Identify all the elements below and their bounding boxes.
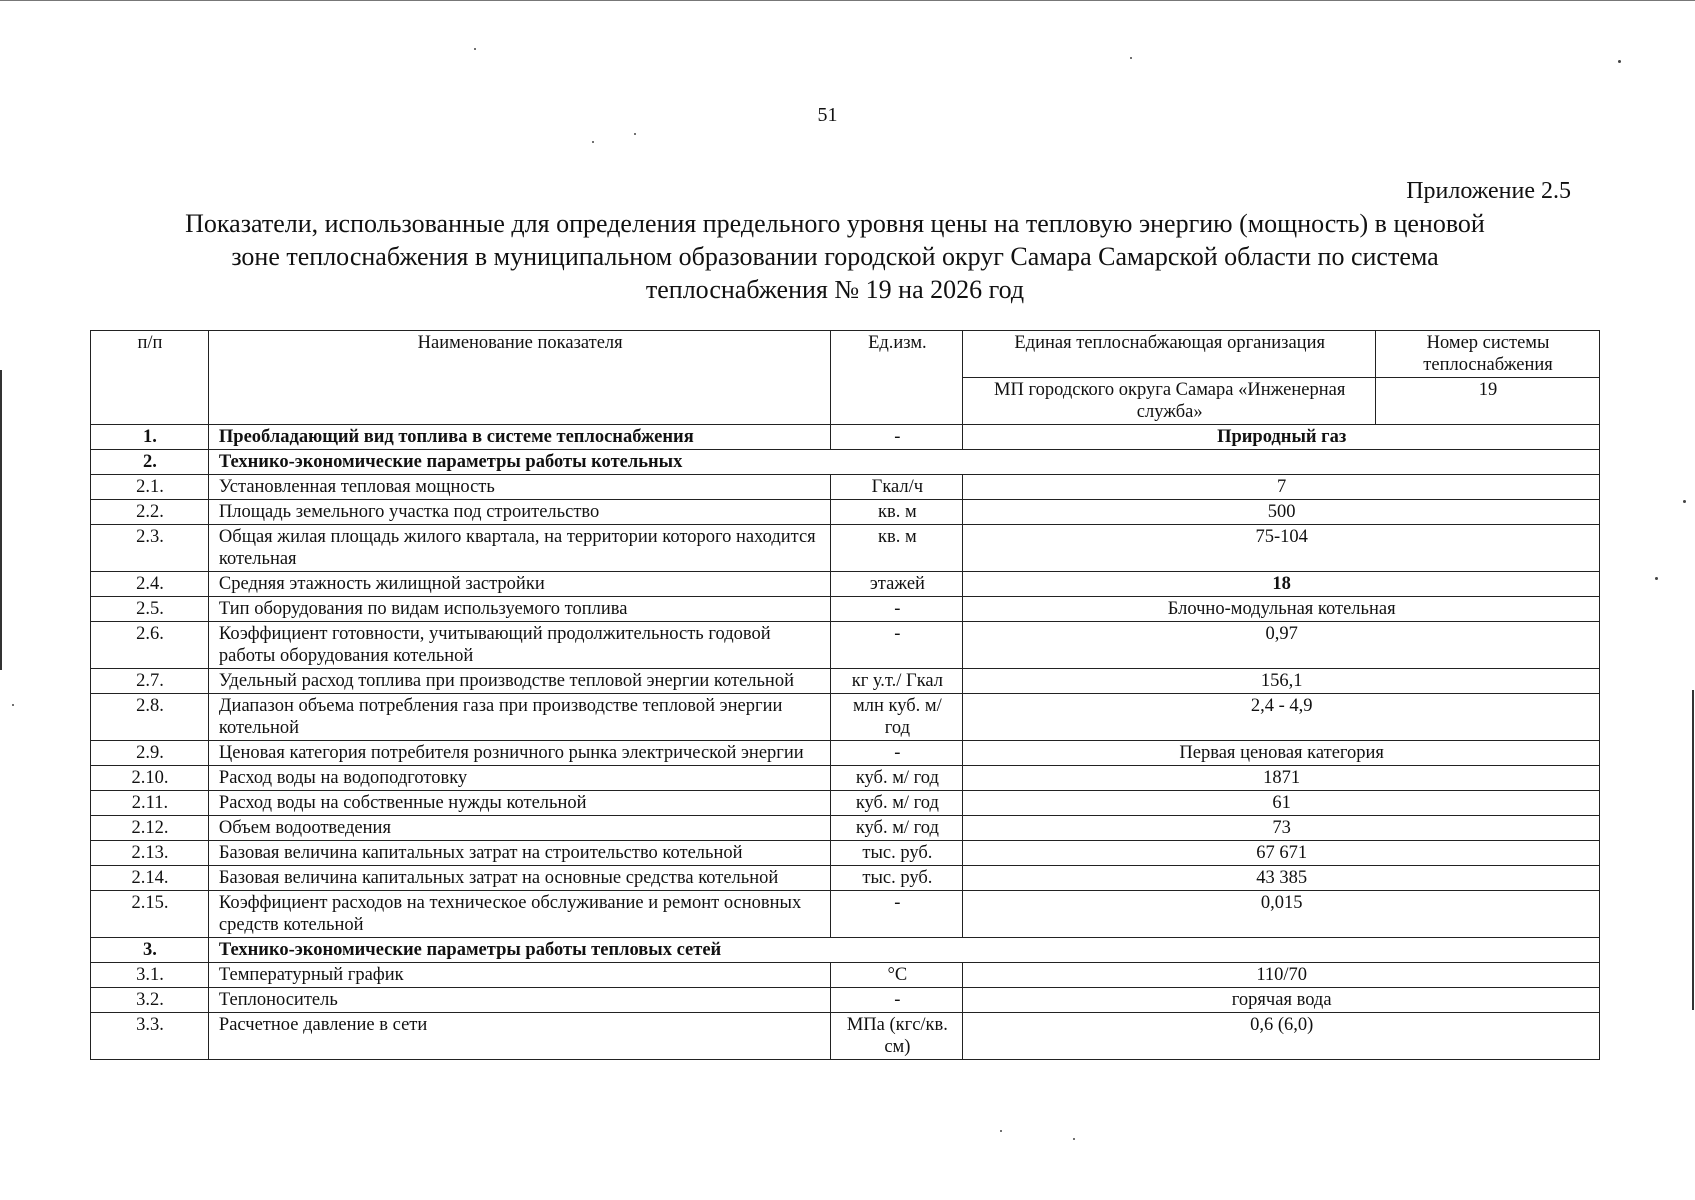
table-row: [91, 816, 1600, 841]
indicator-value: 500: [963, 500, 1600, 525]
table-row: [91, 1013, 1600, 1060]
indicator-unit: -: [831, 988, 963, 1013]
row-number: 2.8.: [91, 694, 209, 741]
row-number: 2.6.: [91, 622, 209, 669]
indicator-name: Установленная тепловая мощность: [208, 475, 830, 500]
system-number: 19: [1376, 378, 1600, 425]
row-number: 2.3.: [91, 525, 209, 572]
table-row: [91, 425, 1600, 450]
top-rule: [0, 0, 1695, 1]
row-number: 2.7.: [91, 669, 209, 694]
indicator-value: 0,97: [963, 622, 1600, 669]
indicator-unit: -: [831, 891, 963, 938]
indicator-name: Расход воды на водоподготовку: [208, 766, 830, 791]
table-row: [91, 988, 1600, 1013]
indicator-unit: тыс. руб.: [831, 866, 963, 891]
table-row: [91, 841, 1600, 866]
row-number: 2.9.: [91, 741, 209, 766]
indicator-value: 43 385: [963, 866, 1600, 891]
scan-speck: [12, 704, 14, 706]
indicator-value: 7: [963, 475, 1600, 500]
indicator-value: 75-104: [963, 525, 1600, 572]
scan-speck: [1618, 60, 1621, 63]
header-org: Единая теплоснабжающая организация: [963, 331, 1376, 378]
row-number: 3.: [91, 938, 209, 963]
indicator-name: Удельный расход топлива при производстве тепловой энергии котельной: [208, 669, 830, 694]
indicators-table: [90, 330, 1600, 1060]
indicator-unit: -: [831, 741, 963, 766]
appendix-label: Приложение 2.5: [1406, 178, 1571, 204]
title-line-2: зоне теплоснабжения в муниципальном образовании городской округ Самара Самарской области по система: [231, 242, 1439, 271]
indicator-value: 2,4 - 4,9: [963, 694, 1600, 741]
document-title: [90, 207, 1580, 306]
indicator-unit: кг у.т./ Гкал: [831, 669, 963, 694]
indicator-name: Общая жилая площадь жилого квартала, на территории которого находится котельная: [208, 525, 830, 572]
row-number: 3.2.: [91, 988, 209, 1013]
table-row: [91, 475, 1600, 500]
row-number: 2.2.: [91, 500, 209, 525]
row-number: 2.4.: [91, 572, 209, 597]
indicator-name: Ценовая категория потребителя розничного рынка электрической энергии: [208, 741, 830, 766]
header-system: Номер системы теплоснабжения: [1376, 331, 1600, 378]
scan-speck: [1130, 57, 1132, 59]
indicator-value: 61: [963, 791, 1600, 816]
indicator-name: Базовая величина капитальных затрат на строительство котельной: [208, 841, 830, 866]
table-row: [91, 669, 1600, 694]
indicator-name: Коэффициент расходов на техническое обслуживание и ремонт основных средств котельной: [208, 891, 830, 938]
indicator-name: Температурный график: [208, 963, 830, 988]
table-row: [91, 597, 1600, 622]
indicator-unit: °С: [831, 963, 963, 988]
indicator-value: 67 671: [963, 841, 1600, 866]
indicator-value: 156,1: [963, 669, 1600, 694]
table-row: [91, 694, 1600, 741]
title-line-3: теплоснабжения № 19 на 2026 год: [645, 275, 1025, 304]
row-number: 3.1.: [91, 963, 209, 988]
indicator-unit: МПа (кгс/кв. см): [831, 1013, 963, 1060]
row-number: 2.14.: [91, 866, 209, 891]
row-number: 2.10.: [91, 766, 209, 791]
table-row: [91, 572, 1600, 597]
indicator-unit: Гкал/ч: [831, 475, 963, 500]
scan-speck: [1655, 577, 1658, 580]
row-number: 2.5.: [91, 597, 209, 622]
indicator-unit: куб. м/ год: [831, 816, 963, 841]
table-row: [91, 963, 1600, 988]
indicator-value: 0,015: [963, 891, 1600, 938]
indicator-value: Первая ценовая категория: [963, 741, 1600, 766]
indicator-unit: куб. м/ год: [831, 766, 963, 791]
indicator-unit: куб. м/ год: [831, 791, 963, 816]
row-number: 2.11.: [91, 791, 209, 816]
title-line-1: Показатели, использованные для определения предельного уровня цены на тепловую энергию (мощность) в ценовой: [185, 209, 1485, 238]
indicator-name: Расход воды на собственные нужды котельной: [208, 791, 830, 816]
indicator-value: Блочно-модульная котельная: [963, 597, 1600, 622]
indicator-unit: тыс. руб.: [831, 841, 963, 866]
indicator-unit: этажей: [831, 572, 963, 597]
page-number: 51: [817, 104, 838, 126]
indicator-unit: млн куб. м/год: [831, 694, 963, 741]
indicator-value: 1871: [963, 766, 1600, 791]
row-number: 2.12.: [91, 816, 209, 841]
indicator-unit: -: [831, 597, 963, 622]
table-row: [91, 450, 1600, 475]
table-row: [91, 766, 1600, 791]
indicator-name: Базовая величина капитальных затрат на основные средства котельной: [208, 866, 830, 891]
indicator-value: 110/70: [963, 963, 1600, 988]
scan-edge-line: [1692, 690, 1694, 1010]
table-row: [91, 891, 1600, 938]
scan-speck: [592, 141, 594, 143]
indicator-value: Природный газ: [963, 425, 1600, 450]
row-number: 2.15.: [91, 891, 209, 938]
indicator-unit: кв. м: [831, 525, 963, 572]
table-row: [91, 622, 1600, 669]
scan-speck: [1683, 500, 1686, 503]
header-unit: Ед.изм.: [831, 331, 963, 425]
indicator-name: Тип оборудования по видам используемого топлива: [208, 597, 830, 622]
row-number: 2.: [91, 450, 209, 475]
indicator-name: Объем водоотведения: [208, 816, 830, 841]
scan-edge-line: [0, 370, 2, 670]
indicator-value: 0,6 (6,0): [963, 1013, 1600, 1060]
table-row: [91, 791, 1600, 816]
table-row: [91, 741, 1600, 766]
row-number: 2.13.: [91, 841, 209, 866]
indicator-name: Расчетное давление в сети: [208, 1013, 830, 1060]
indicator-name: Диапазон объема потребления газа при производстве тепловой энергии котельной: [208, 694, 830, 741]
section-title: Технико-экономические параметры работы котельных: [208, 450, 1599, 475]
scan-speck: [474, 48, 476, 50]
indicator-value: 73: [963, 816, 1600, 841]
row-number: 1.: [91, 425, 209, 450]
indicator-name: Площадь земельного участка под строительство: [208, 500, 830, 525]
header-num: п/п: [91, 331, 209, 425]
indicator-value: 18: [963, 572, 1600, 597]
indicator-unit: -: [831, 622, 963, 669]
scan-speck: [1000, 1130, 1002, 1132]
table-row: [91, 500, 1600, 525]
org-name: МП городского округа Самара «Инженерная служба»: [963, 378, 1376, 425]
scan-speck: [634, 133, 636, 135]
indicator-name: Коэффициент готовности, учитывающий продолжительность годовой работы оборудования котельной: [208, 622, 830, 669]
row-number: 2.1.: [91, 475, 209, 500]
table-row: [91, 525, 1600, 572]
row-number: 3.3.: [91, 1013, 209, 1060]
table-row: [91, 938, 1600, 963]
table-row: [91, 866, 1600, 891]
header-row: [91, 331, 1600, 378]
indicator-value: горячая вода: [963, 988, 1600, 1013]
indicator-name: Теплоноситель: [208, 988, 830, 1013]
indicator-name: Преобладающий вид топлива в системе теплоснабжения: [208, 425, 830, 450]
indicator-unit: кв. м: [831, 500, 963, 525]
scan-speck: [1073, 1138, 1075, 1140]
section-title: Технико-экономические параметры работы тепловых сетей: [208, 938, 1599, 963]
indicator-unit: -: [831, 425, 963, 450]
header-name: Наименование показателя: [208, 331, 830, 425]
indicator-name: Средняя этажность жилищной застройки: [208, 572, 830, 597]
